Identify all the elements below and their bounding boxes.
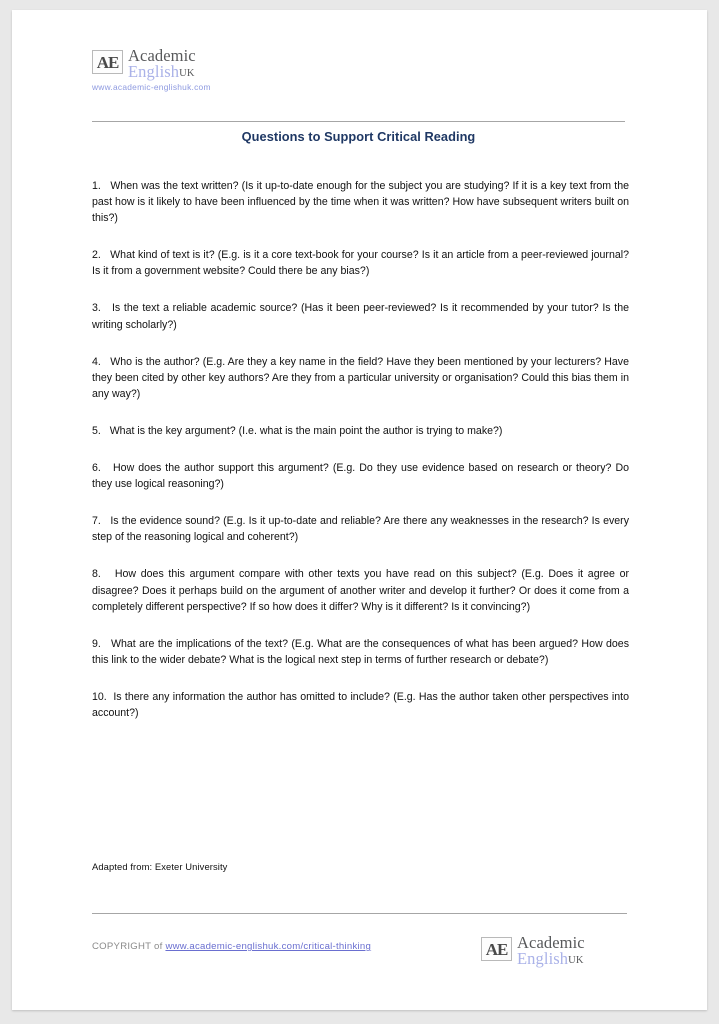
logo-line-two — [517, 951, 585, 968]
question-item-6 — [92, 460, 629, 492]
question-item-1 — [92, 178, 629, 226]
logo-lockup — [92, 46, 220, 82]
question-text: When was the text written? (Is it up-to-date enough for the subject you are studying? If it is a key text from the past how is it likely to have been influenced by the time when it was written? How have subsequent writers built on this?) — [92, 180, 629, 225]
question-text: Is the evidence sound? (E.g. Is it up-to-date and reliable? Are there any weaknesses in the research? Is every step of the reasoning logical and coherent?) — [92, 515, 629, 544]
logo-word-english: English — [517, 949, 569, 969]
logo-word-uk: UK — [179, 68, 195, 80]
logo-line-two — [128, 64, 196, 81]
question-number: 7. — [92, 515, 101, 528]
header-website-url[interactable]: www.academic-englishuk.com — [92, 82, 211, 92]
logo-wordmark — [128, 48, 196, 81]
footer-divider — [92, 913, 627, 914]
logo-lockup — [481, 933, 585, 969]
document-footer — [92, 935, 627, 980]
question-number: 1. — [92, 180, 101, 192]
question-text: How does this argument compare with other texts you have read on this subject? (E.g. Does it agree or disagree? Does it perhaps build on the argument of another writer and develop it further? Or does it come from a completely different perspective? If so how does it differ? Why is it different? Is it convincing?) — [92, 568, 629, 613]
question-number: 6. — [92, 462, 101, 475]
question-text: How does the author support this argument? (E.g. Do they use evidence based on research or theory? Do they use logical reasoning?) — [92, 462, 629, 491]
brand-logo-footer — [481, 933, 585, 969]
question-text: What kind of text is it? (E.g. is it a core text-book for your course? Is it an article from a peer-reviewed journal? Is it from a government website? Could there be any bias?) — [92, 249, 629, 278]
ae-monogram-icon: AE — [92, 50, 123, 74]
question-item-8 — [92, 566, 629, 614]
brand-logo-header — [92, 48, 220, 92]
copyright-line — [92, 941, 371, 952]
logo-word-academic: Academic — [128, 46, 196, 65]
copyright-link[interactable]: www.academic-englishuk.com/critical-thinking — [165, 941, 372, 952]
question-text: What is the key argument? (I.e. what is the main point the author is trying to make?) — [109, 424, 503, 437]
question-text: What are the implications of the text? (E.g. What are the consequences of what has been argued? How does this link to the wider debate? What is the logical next step in terms of further research or debate?) — [92, 637, 629, 666]
document-page — [12, 10, 707, 1010]
attribution-line: Adapted from: Exeter University — [92, 861, 228, 872]
question-number: 5. — [92, 424, 101, 437]
question-text: Who is the author? (E.g. Are they a key name in the field? Have they been mentioned by your lecturers? Have they been cited by other key authors? Are they from a particular university or organisation? Could this bias them in any way?) — [92, 355, 629, 400]
logo-word-academic: Academic — [517, 933, 585, 952]
page-title: Questions to Support Critical Reading — [241, 129, 476, 144]
question-item-7 — [92, 513, 629, 545]
question-text: Is the text a reliable academic source? (Has it been peer-reviewed? Is it recommended by your tutor? Is the writing scholarly?) — [92, 302, 629, 331]
question-number: 10. — [92, 690, 107, 703]
question-item-5 — [92, 423, 629, 439]
question-number: 4. — [92, 355, 101, 368]
question-number: 9. — [92, 637, 101, 650]
questions-list — [92, 178, 629, 721]
logo-word-uk: UK — [568, 955, 584, 967]
question-text: Is there any information the author has omitted to include? (E.g. Has the author taken other perspectives into account?) — [92, 690, 629, 719]
question-number: 2. — [92, 249, 101, 262]
copyright-label: COPYRIGHT of — [92, 941, 163, 952]
question-item-2 — [92, 247, 629, 279]
question-item-9 — [92, 636, 629, 668]
logo-wordmark — [517, 935, 585, 968]
header-divider — [92, 121, 625, 122]
question-item-4 — [92, 354, 629, 402]
question-item-10 — [92, 689, 629, 721]
ae-monogram-icon: AE — [481, 937, 512, 961]
document-header — [92, 48, 627, 92]
page-sheet — [12, 10, 707, 1010]
question-number: 8. — [92, 568, 101, 581]
question-item-3 — [92, 300, 629, 332]
logo-word-english: English — [128, 62, 180, 82]
question-number: 3. — [92, 302, 101, 315]
